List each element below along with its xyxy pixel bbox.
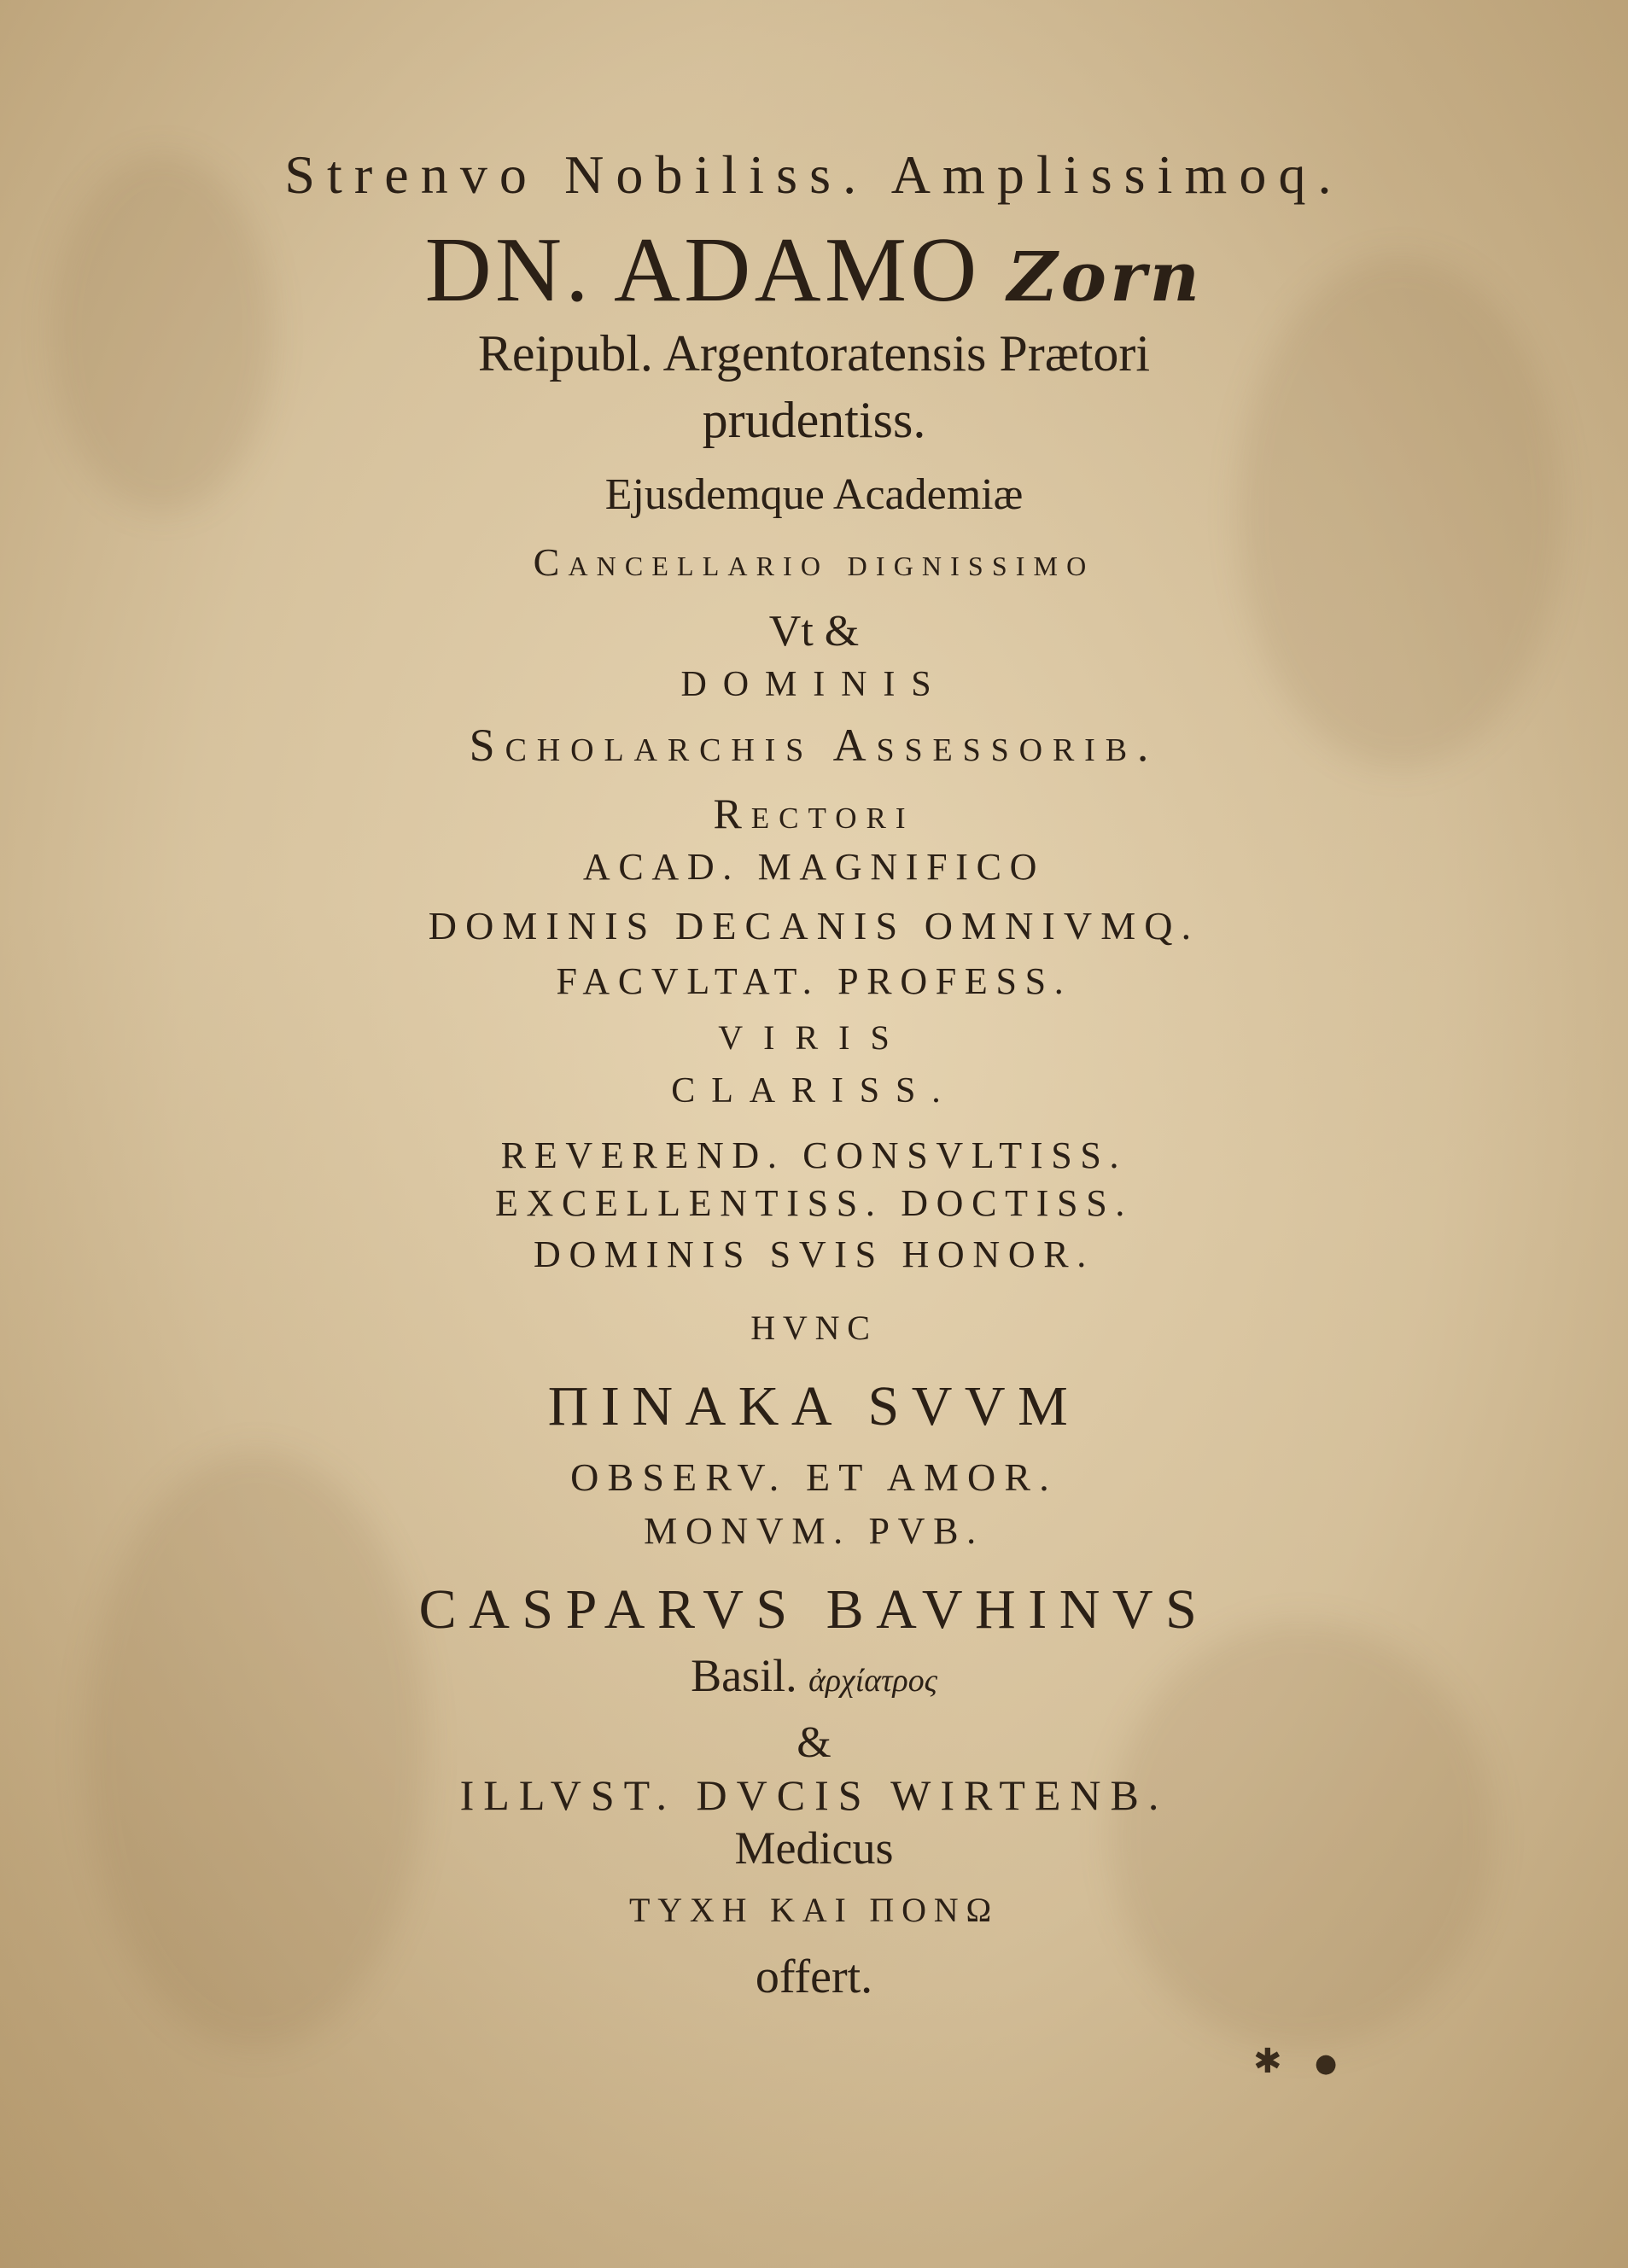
dedication-line-11: ACAD. MAGNIFICO — [582, 846, 1046, 888]
dedication-line-4: prudentiss. — [702, 392, 926, 448]
dedication-line-18: DOMINIS SVIS HONOR. — [534, 1233, 1094, 1275]
dedication-line-10: Rectori — [713, 790, 915, 837]
dedication-line-7: Vt & — [768, 607, 860, 656]
dedication-line-17: EXCELLENTISS. DOCTISS. — [494, 1182, 1134, 1224]
ornament-dot-icon: ● — [1315, 2049, 1338, 2079]
dedication-line-16: REVEREND. CONSVLTISS. — [500, 1134, 1128, 1176]
dedication-line-27: Medicus — [734, 1822, 894, 1874]
dedication-name-main: DN. ADAMO — [424, 219, 981, 321]
dedication-line-2 — [0, 218, 1628, 324]
dedication-line-3: Reipubl. Argentoratensis Prætori — [477, 325, 1151, 382]
dedication-line-19: HVNC — [750, 1309, 878, 1347]
dedication-name-surname: Zorn — [1007, 236, 1204, 317]
dedication-title-greek: ἀρχίατρος — [808, 1663, 937, 1699]
dedication-line-1: Strenvo Nobiliss. Amplissimoq. — [284, 144, 1344, 205]
dedication-line-8: DOMINIS — [680, 665, 948, 704]
dedication-line-21: OBSERV. ET AMOR. — [570, 1455, 1058, 1499]
dedication-line-6: Cancellario dignissimo — [533, 540, 1095, 584]
dedication-line-13: FACVLTAT. PROFESS. — [556, 960, 1072, 1002]
dedication-line-12: DOMINIS DECANIS OMNIVMQ. — [428, 904, 1200, 947]
dedication-line-15: CLARISS. — [671, 1071, 957, 1111]
dedication-line-20: ΠΙΝΑΚΑ SVVM — [547, 1375, 1081, 1437]
dedication-line-28: ΤΥΧΗ ΚΑΙ ΠΟΝΩ — [629, 1891, 999, 1929]
dedication-origin: Basil. — [691, 1650, 797, 1701]
dedication-line-29: offert. — [755, 1950, 873, 2003]
dedication-line-25: & — [796, 1718, 832, 1767]
dedication-line-26: ILLVST. DVCIS WIRTENB. — [459, 1771, 1169, 1819]
dedication-line-9: Scholarchis Assessorib. — [469, 720, 1159, 771]
dedication-line-22: MONVM. PVB. — [644, 1510, 984, 1552]
dedication-line-5: Ejusdemque Academiæ — [604, 470, 1024, 519]
dedication-line-24 — [0, 1649, 1628, 1702]
dedication-line-14: VIRIS — [718, 1018, 910, 1057]
dedication-line-23: CASPARVS BAVHINVS — [418, 1578, 1210, 1641]
ornament-asterisk-icon: ✱ — [1253, 2042, 1282, 2081]
